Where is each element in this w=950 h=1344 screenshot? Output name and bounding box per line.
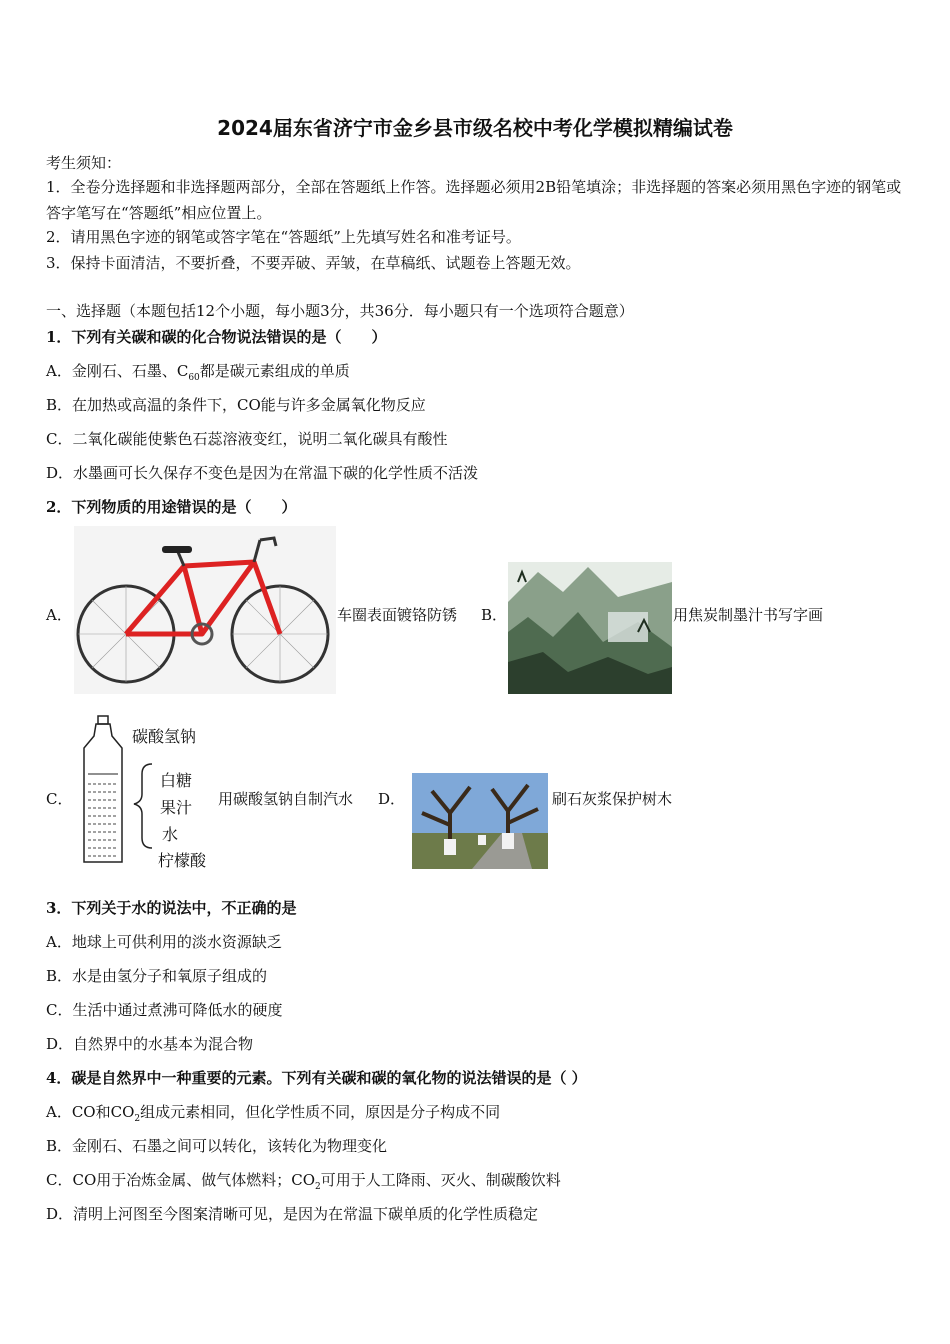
bottle-label-sugar: 白糖: [160, 771, 193, 790]
q4-option-c: C．CO用于冶炼金属、做气体燃料；$CO_2$可用于人工降雨、灭火、制碳酸饮料: [46, 1171, 561, 1192]
notice-heading: 考生须知：: [46, 154, 122, 172]
q2-option-c-text: 用碳酸氢钠自制汽水: [218, 790, 354, 808]
q2-option-a-label: A．: [46, 606, 72, 624]
q3-option-d: D．自然界中的水基本为混合物: [46, 1035, 254, 1053]
notice-item-1: 1．全卷分选择题和非选择题两部分，全部在答题纸上作答。选择题必须用2B铅笔填涂；非选择题的答案必须用黑色字迹的钢笔或答字笔写在“答题纸”相应位置上。: [46, 178, 902, 222]
q4-stem: 4．碳是自然界中一种重要的元素。下列有关碳和碳的氧化物的说法错误的是（ ）: [46, 1069, 587, 1087]
trees-image: [412, 773, 548, 869]
section-heading: 一、选择题（本题包括12个小题，每小题3分，共36分．每小题只有一个选项符合题意）: [46, 302, 634, 320]
q3-option-c: C．生活中通过煮沸可降低水的硬度: [46, 1001, 283, 1019]
bottle-label-top: 碳酸氢钠: [132, 727, 197, 746]
q1-option-d: D．水墨画可长久保存不变色是因为在常温下碳的化学性质不活泼: [46, 464, 479, 482]
q1-option-a: A．金刚石、石墨、$C_{60}$都是碳元素组成的单质: [46, 362, 350, 383]
bottle-label-juice: 果汁: [160, 798, 193, 817]
notice-item-3: 3．保持卡面清洁，不要折叠，不要弄破、弄皱，在草稿纸、试题卷上答题无效。: [46, 254, 581, 272]
q2-option-a-text: 车圈表面镀铬防锈: [337, 606, 458, 624]
q3-option-b: B．水是由氢分子和氧原子组成的: [46, 967, 268, 985]
q2-option-d-label: D．: [378, 790, 406, 808]
ink-painting-image: [508, 562, 672, 694]
q2-option-b-text: 用焦炭制墨汁书写字画: [673, 606, 824, 624]
page-title: 2024届东省济宁市金乡县市级名校中考化学模拟精编试卷: [217, 116, 733, 140]
q4-option-b: B．金刚石、石墨之间可以转化，该转化为物理变化: [46, 1137, 388, 1155]
q2-option-c-label: C．: [46, 790, 73, 808]
bottle-label-citric-acid: 柠檬酸: [158, 851, 207, 870]
q4-option-d: D．清明上河图至今图案清晰可见，是因为在常温下碳单质的化学性质稳定: [46, 1205, 539, 1223]
bottle-label-water: 水: [162, 825, 179, 844]
notice-item-2: 2．请用黑色字迹的钢笔或答字笔在“答题纸”上先填写姓名和准考证号。: [46, 228, 521, 246]
q2-stem: 2．下列物质的用途错误的是（ ）: [46, 498, 297, 516]
q3-stem: 3．下列关于水的说法中，不正确的是: [46, 899, 297, 917]
q3-option-a: A．地球上可供利用的淡水资源缺乏: [46, 933, 282, 951]
q1-option-b: B．在加热或高温的条件下，CO能与许多金属氧化物反应: [46, 396, 426, 414]
q2-option-d-text: 刷石灰浆保护树木: [552, 790, 673, 808]
q2-option-b-label: B．: [481, 606, 508, 624]
q1-option-c: C．二氧化碳能使紫色石蕊溶液变红，说明二氧化碳具有酸性: [46, 430, 448, 448]
bicycle-image: [74, 526, 336, 694]
q4-option-a: A．CO和$CO_2$组成元素相同，但化学性质不同，原因是分子构成不同: [46, 1103, 501, 1124]
q1-stem: 1．下列有关碳和碳的化合物说法错误的是（ ）: [46, 328, 387, 346]
